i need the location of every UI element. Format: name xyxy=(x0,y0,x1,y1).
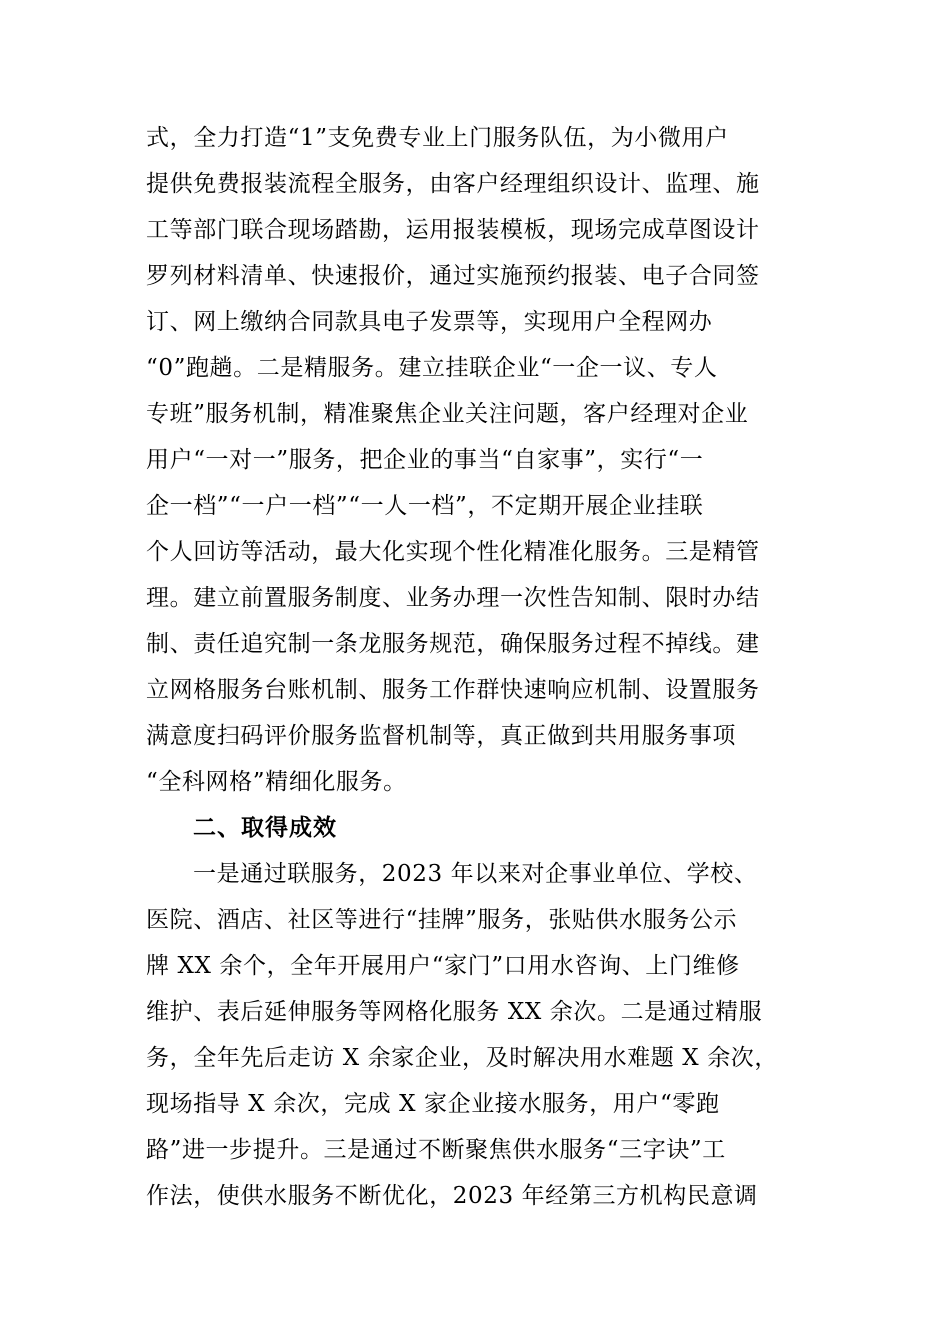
paragraph-line: 用户“一对一”服务，把企业的事当“自家事”，实行“一 xyxy=(146,447,704,473)
paragraph-line: 专班”服务机制，精准聚焦企业关注问题，客户经理对企业 xyxy=(146,401,749,427)
paragraph-line: 牌 XX 余个，全年开展用户“家门”口用水咨询、上门维修 xyxy=(146,953,740,979)
paragraph-line: 路”进一步提升。三是通过不断聚焦供水服务“三字诀”工 xyxy=(146,1137,726,1163)
paragraph-line: “0”跑趟。二是精服务。建立挂联企业“一企一议、专人 xyxy=(146,355,718,381)
paragraph-line: 一是通过联服务，2023 年以来对企事业单位、学校、 xyxy=(193,861,758,887)
section-heading: 二、取得成效 xyxy=(193,815,337,841)
paragraph-line: 提供免费报装流程全服务，由客户经理组织设计、监理、施 xyxy=(146,171,760,197)
paragraph-line: 理。建立前置服务制度、业务办理一次性告知制、限时办结 xyxy=(146,585,760,611)
paragraph-line: 订、网上缴纳合同款具电子发票等，实现用户全程网办 xyxy=(146,309,713,335)
paragraph-line: 立网格服务台账机制、服务工作群快速响应机制、设置服务 xyxy=(146,677,760,703)
paragraph-line: 维护、表后延伸服务等网格化服务 XX 余次。二是通过精服 xyxy=(146,999,763,1025)
paragraph-line: 式，全力打造“1”支免费专业上门服务队伍，为小微用户 xyxy=(146,125,729,151)
paragraph-line: 企一档”“一户一档”“一人一档”，不定期开展企业挂联 xyxy=(146,493,704,519)
paragraph-line: 现场指导 X 余次，完成 X 家企业接水服务，用户“零跑 xyxy=(146,1091,720,1117)
paragraph-line: 医院、酒店、社区等进行“挂牌”服务，张贴供水服务公示 xyxy=(146,907,738,933)
paragraph-line: 满意度扫码评价服务监督机制等，真正做到共用服务事项 xyxy=(146,723,736,749)
paragraph-line: 工等部门联合现场踏勘，运用报装模板，现场完成草图设计 xyxy=(146,217,760,243)
paragraph-line: “全科网格”精细化服务。 xyxy=(146,769,407,795)
paragraph-line: 作法，使供水服务不断优化，2023 年经第三方机构民意调 xyxy=(146,1183,758,1209)
paragraph-line: 制、责任追究制一条龙服务规范，确保服务过程不掉线。建 xyxy=(146,631,760,657)
paragraph-line: 务，全年先后走访 X 余家企业，及时解决用水难题 X 余次， xyxy=(146,1045,778,1071)
paragraph-line: 罗列材料清单、快速报价，通过实施预约报装、电子合同签 xyxy=(146,263,760,289)
paragraph-line: 个人回访等活动，最大化实现个性化精准化服务。三是精管 xyxy=(146,539,760,565)
